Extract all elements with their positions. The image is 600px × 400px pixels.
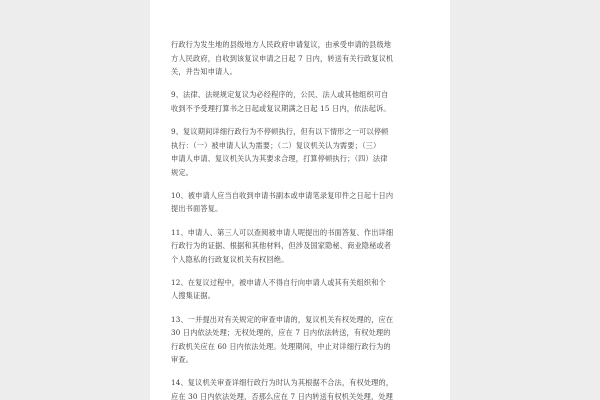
document-page — [150, 0, 450, 400]
paragraph: 9、复议期间详细行政行为不停顿执行，但有以下情形之一可以停顿 执行：（一）被申请人认为需要；（二）复议机关认为需要；（三） 申请人申请、复议机关认为其要求合理，打算停顿执行；（四）法律 规定。 — [171, 126, 389, 177]
paragraph: 11、申请人、第三人可以查阅被申请人呢提出的书面答复、作出详细 行政行为的证据、根据和其他材料，但涉及国家隐秘、商业隐秘或者 个人隐私的行政复议机关有权回绝。 — [171, 227, 394, 264]
paragraph: 9、法律、法规规定复议为必经程序的，公民、法人或其他组织可自 收到不予受理打算书之日起或复议期满之日起 15 日内，依法起诉。 — [171, 90, 391, 113]
paragraph: 行政行为发生地的县级地方人民政府申请复议，由承受申请的县级地 方人民政府，自收到该复议申请之日起 7 日内，转送有关行政复议机 关，并告知申请人。 — [171, 40, 394, 77]
document-body — [171, 38, 433, 400]
paragraph: 13、一并提出对有关规定的审查申请的，复议机关有权处理的，应在 30 日内依法处理；无权处理的，应在 7 日内依法转送，有权处理的 行政机关应在 60 日内依法处理。处理期间，中止对详细行政行为的 审查。 — [171, 314, 394, 365]
paragraph: 12、在复议过程中，被申请人不得自行向申请人或其有关组织和个 人搜集证据。 — [171, 277, 386, 301]
paragraph: 10、被申请人应当自收到申请书副本或申请笔录复印件之日起十日内 提出书面答复。 — [171, 190, 394, 214]
paragraph: 14、复议机关审查详细行政行为时认为其根据不合法，有权处理的， 应在 30 日内依法处理，否那么应在 7 日内转送有权机关处理，处理 — [171, 378, 394, 400]
